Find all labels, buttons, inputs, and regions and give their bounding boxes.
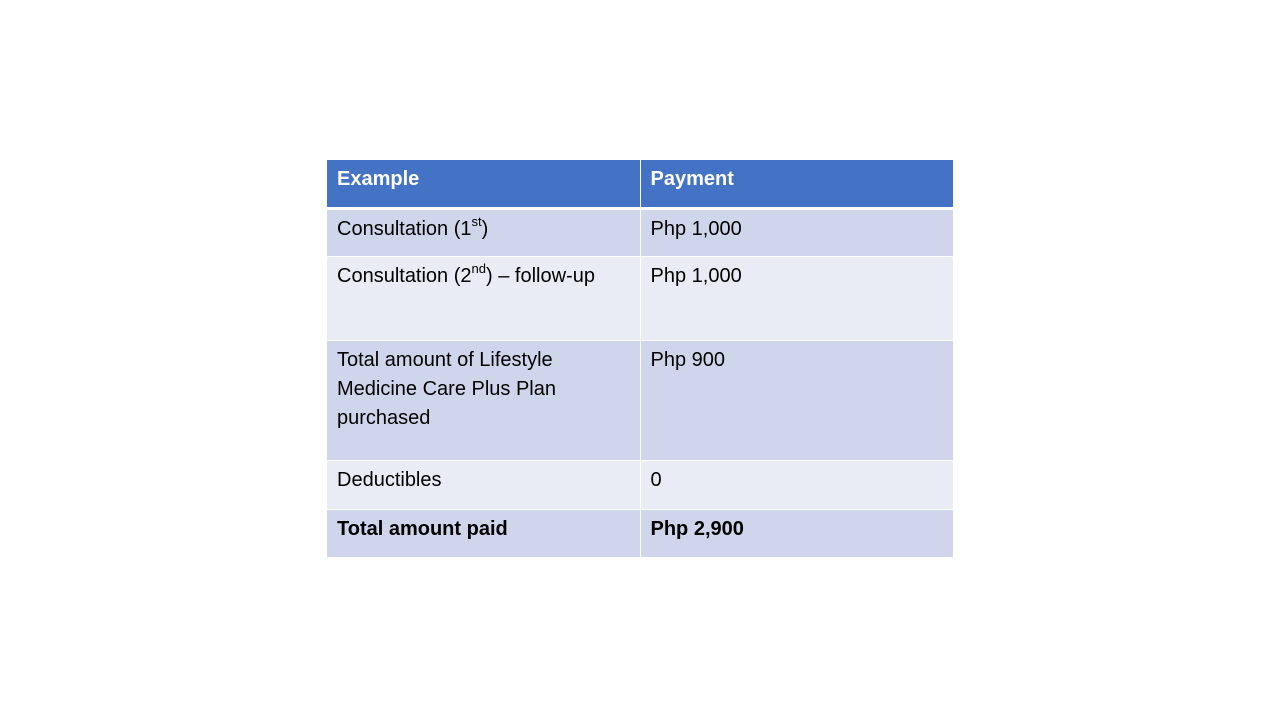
table-row bbox=[327, 256, 953, 340]
table-header-row bbox=[327, 160, 953, 208]
row-item-second-consultation: Consultation (2nd) – follow-up bbox=[327, 256, 640, 340]
header-example: Example bbox=[327, 160, 640, 208]
table-row bbox=[327, 460, 953, 509]
row-payment-total: Php 2,900 bbox=[640, 509, 953, 557]
table-row-total bbox=[327, 509, 953, 557]
row-payment: 0 bbox=[640, 460, 953, 509]
row-payment: Php 1,000 bbox=[640, 208, 953, 256]
row-item-plan: Total amount of Lifestyle Medicine Care Plus Plan purchased bbox=[327, 340, 640, 460]
row-item-first-consultation: Consultation (1st) bbox=[327, 208, 640, 256]
row-item-deductibles: Deductibles bbox=[327, 460, 640, 509]
row-item-total: Total amount paid bbox=[327, 509, 640, 557]
header-payment: Payment bbox=[640, 160, 953, 208]
table-row bbox=[327, 340, 953, 460]
row-payment: Php 900 bbox=[640, 340, 953, 460]
payment-table bbox=[327, 160, 953, 557]
row-payment: Php 1,000 bbox=[640, 256, 953, 340]
table-row bbox=[327, 208, 953, 256]
